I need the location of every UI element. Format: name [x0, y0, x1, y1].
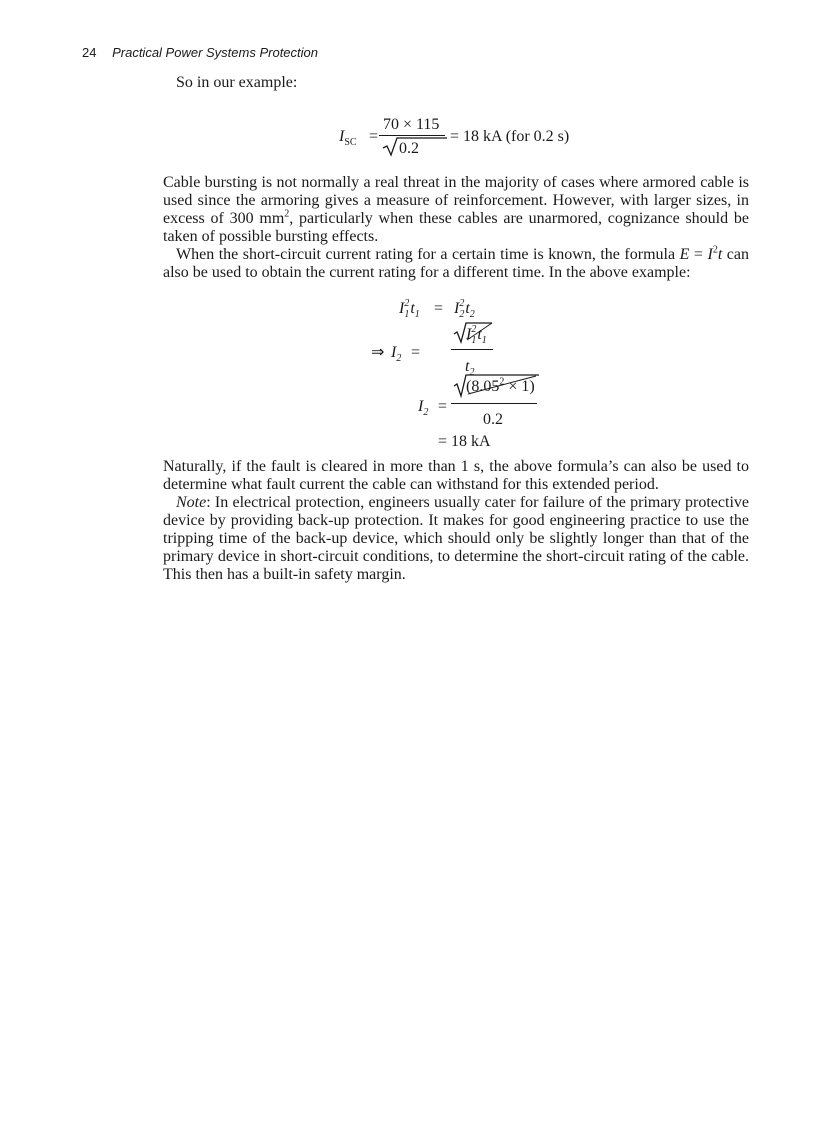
intro-line: So in our example: — [176, 74, 298, 91]
paragraph-bursting: Cable bursting is not normally a real threat in the majority of cases where armored cable is used since the armoring gives a measure of reinforcement. However, with larger sizes, in excess of 300 $mm^2$, particularly when these cables are unarmored, cognizance should be taken of possible bursting effects. — [163, 174, 749, 245]
eq1-numerator: 70 × 115 — [383, 116, 440, 133]
book-title: Practical Power Systems Protection — [112, 45, 318, 60]
eq-l1-right: I $_{2 2}t_2$ — [454, 298, 475, 320]
eq1-equals: = — [369, 128, 379, 145]
eq1-fraction-bar — [379, 135, 445, 136]
eq-l3-fraction-bar — [451, 403, 537, 404]
paragraph-note: Note: In electrical protection, engineers usually cater for failure of the primary protective device by providing back-up protection. It makes for good engineering practice to use the tripping time of the back-up device, which should only be slightly longer than that of the primary device in short-circuit conditions, to determine the short-circuit rating of the cable. This then has a built-in safety margin. — [163, 494, 749, 583]
eq1-radicand: 0.2 — [399, 140, 419, 157]
running-header — [82, 45, 318, 60]
eq-l2-numerator: I $_{2 1}t_1$ — [466, 324, 487, 346]
implies-arrow: ⇒ — [371, 344, 385, 361]
paragraph-naturally: Naturally, if the fault is cleared in more than 1 s, the above formula’s can also be used to determine what fault current the cable can withstand for this extended period. — [163, 458, 749, 493]
eq-l2-equals: = — [411, 344, 421, 361]
sqrt-icon — [383, 138, 399, 158]
eq-l1-left: I $_{2 1}t_1$ — [399, 298, 420, 320]
eq-l3-lhs: $I_2$ — [418, 398, 429, 418]
eq1-lhs: $I_{SC}$ — [339, 128, 357, 148]
eq-l2-denominator: $t_2$ — [465, 358, 475, 378]
eq-l3-numerator: $(8.05^2 \times 1)$ — [466, 376, 535, 395]
eq-l2-fraction-bar — [451, 349, 493, 350]
page-body — [163, 74, 749, 584]
eq-l1-equals: = — [434, 300, 444, 317]
equation-isc — [163, 100, 749, 174]
eq-l3-equals: = — [438, 398, 448, 415]
eq-l3-denominator: 0.2 — [483, 411, 503, 428]
equation-set — [163, 290, 749, 448]
eq1-result: = 18 kA (for 0.2 s) — [450, 128, 570, 145]
eq-l2-lhs: $I_2$ — [391, 344, 402, 364]
eq-l4-result: = 18 kA — [438, 433, 491, 450]
paragraph-formula: When the short-circuit current rating for a certain time is known, the formula $E = I^2t$ can also be used to obtain the current rating for a different time. In the above example: — [163, 244, 749, 281]
page-number: 24 — [82, 45, 97, 60]
